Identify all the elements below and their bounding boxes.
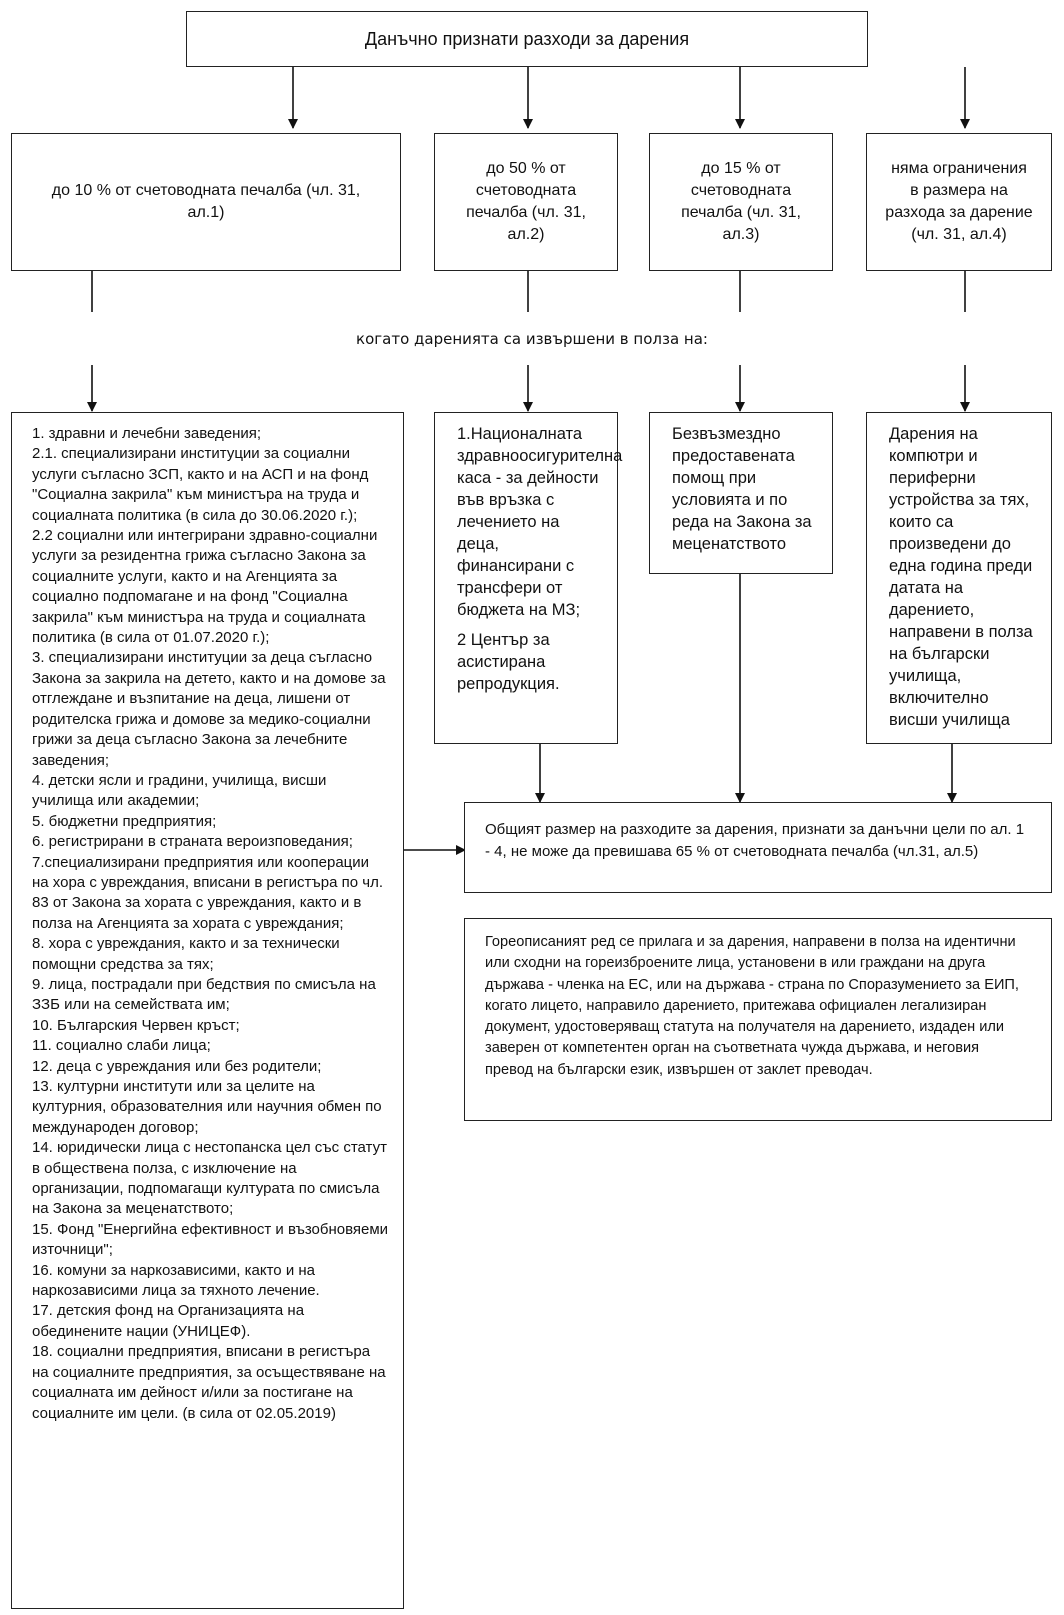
recipient-item: 7.специализирани предприятия или кооперации на хора с увреждания, вписани в регистъра по чл. 83 от Закона за хората с увреждания, както и в полза на Агенцията за хората с увреждания; (32, 853, 383, 932)
recipient-item: 12. деца с увреждания или без родители; (32, 1057, 322, 1075)
recipient-text-patronage: Безвъзмездно предоставената помощ при условията и по реда на Закона за меценатството (672, 425, 812, 553)
total-limit-text: Общият размер на разходите за дарения, признати за данъчни цели по ал. 1 - 4, не може да превишава 65 % от счетоводната печалба (чл.31, ал.5) (485, 821, 1025, 860)
recipients-box-article-2 (434, 412, 623, 744)
condition-caption: когато даренията са извършени в полза на: (356, 330, 708, 348)
limit-text-10-percent: до 10 % от счетоводната печалба (чл. 31, ал.1) (51, 182, 361, 221)
recipient-item: 2.1. специализирани институции за социални услуги съгласно ЗСП, както и на АСП и на фонд "Социална закрила" към министъра на труда и социалната политика (в сила до 30.06.2020 г.); (32, 445, 369, 524)
limit-box-15-percent (649, 133, 833, 271)
limit-text-no-limit: няма ограничения в размера на разхода за дарение (чл. 31, ал.4) (885, 160, 1033, 243)
foreign-entities-note-box (464, 918, 1052, 1121)
foreign-entities-note-text: Гореописаният ред се прилага и за дарения, направени в полза на идентични или сходни на гореизброените лица, установени в или граждани на друга държава - членка на ЕС, или на държава - страна по Споразумението за ЕИП, когато лицето, направило дарението, притежава официален легализиран документ, удостоверяващ статута на получателя на дарението, издаден или заверен от компетентен орган на съответната чужда държава, и неговия превод на български език, извършен от заклет преводач. (485, 934, 1019, 1078)
recipient-item: 17. детския фонд на Организацията на обединените нации (УНИЦЕФ). (32, 1302, 305, 1340)
title-box (186, 11, 868, 67)
recipients-box-article-4 (866, 412, 1052, 744)
recipient-item: 4. детски ясли и градини, училища, висши училища или академии; (32, 771, 327, 810)
recipient-item: 3. специализирани институции за деца съгласно Закона за закрила на детето, както и на домове за отглеждане и възпитание на деца, лишени от родителска грижа и домове за медико-социални грижи за деца съгласно Закона за лечебните заведения; (32, 649, 386, 769)
limit-box-no-limit (866, 133, 1052, 271)
recipient-item: 6. регистрирани в страната вероизповедания; (32, 833, 353, 851)
recipient-item: 8. хора с увреждания, както и за технически помощни средства за тях; (32, 935, 340, 973)
recipient-item: 11. социално слаби лица; (32, 1037, 211, 1055)
title-text: Данъчно признати разходи за дарения (364, 29, 690, 49)
limit-text-50-percent: до 50 % от счетоводната печалба (чл. 31, ал.2) (466, 160, 586, 243)
recipient-item: 13. културни институти или за целите на културния, образователния или научния обмен по международен договор; (32, 1078, 382, 1136)
recipient-item: 15. Фонд "Енергийна ефективност и възобновяеми източници"; (32, 1220, 389, 1259)
limit-box-50-percent (434, 133, 618, 271)
recipient-item: 16. комуни за наркозависими, както и на наркозависими лица за тяхното лечение. (32, 1261, 320, 1300)
recipient-item: 14. юридически лица с нестопанска цел със статут в обществена полза, с изключение на организации, подпомагащи културата по смисъла на Закона за меценатството; (32, 1139, 387, 1218)
recipient-item: 1. здравни и лечебни заведения; (32, 425, 262, 442)
recipient-item-nzok: 1.Националната здравноосигурителна каса - за дейности във връзка с лечението на деца, финансирани с трансфери от бюджета на МЗ; (457, 425, 623, 619)
recipient-item: 9. лица, пострадали при бедствия по смисъла на ЗЗБ или на семействата им; (32, 975, 376, 1014)
recipients-box-article-1 (11, 412, 404, 1609)
recipient-item: 2.2 социални или интегрирани здравно-социални услуги за резидентна грижа съгласно Закона за социалните услуги, както и на Агенцията за социално подпомагане и на фонд "Социална закрила" към министъра на труда и социалната политика (в сила от 01.07.2020 г.); (32, 527, 378, 647)
recipient-item: 5. бюджетни предприятия; (32, 812, 217, 830)
recipient-item: 10. Българския Червен кръст; (32, 1016, 240, 1034)
recipient-item-reproduction-center: 2 Център за асистирана репродукция. (457, 631, 560, 693)
limit-box-10-percent (11, 133, 401, 271)
recipient-text-computers: Дарения на компютри и периферни устройства за тях, които са произведени до една година преди датата на дарението, направени в полза на български училища, включително висши училища (889, 425, 1033, 729)
recipients-box-article-3 (649, 412, 833, 574)
limit-text-15-percent: до 15 % от счетоводната печалба (чл. 31, ал.3) (681, 160, 801, 243)
total-limit-box (464, 802, 1052, 893)
recipients-list-article-1 (32, 424, 389, 1424)
recipient-item: 18. социални предприятия, вписани в регистъра на социалните предприятия, за осъществяване на социалната им дейност и/или за постигане на социалните им цели. (в сила от 02.05.2019) (32, 1343, 386, 1422)
